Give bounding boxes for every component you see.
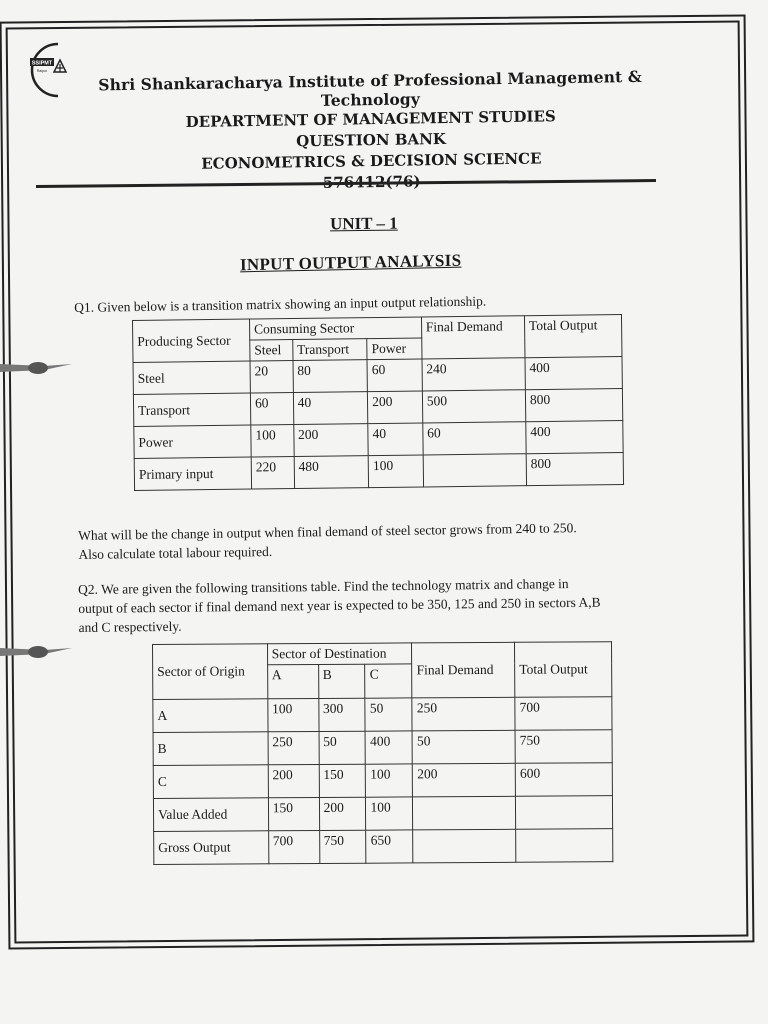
cell: 200 xyxy=(413,763,516,797)
row-label: Power xyxy=(134,425,251,458)
cell: 60 xyxy=(250,393,293,426)
cell: 400 xyxy=(525,357,622,390)
header-final-demand: Final Demand xyxy=(412,642,515,698)
cell xyxy=(516,796,613,830)
logo-subtext: Raipur xyxy=(36,69,48,73)
cell: 20 xyxy=(250,361,293,394)
row-label: Value Added xyxy=(153,798,268,832)
row-label: Steel xyxy=(133,361,250,394)
cell: 800 xyxy=(525,389,622,422)
cell: 60 xyxy=(423,422,527,455)
header-producing-sector: Producing Sector xyxy=(133,319,250,362)
table-header-row xyxy=(133,315,622,342)
cell: 700 xyxy=(268,830,319,863)
q2-line2: output of each sector if final demand next year is expected to be 350, 125 and 250 in sectors A,B xyxy=(78,594,601,616)
cell xyxy=(413,829,516,863)
header-b: B xyxy=(318,664,365,698)
department-name: DEPARTMENT OF MANAGEMENT STUDIES xyxy=(185,107,556,132)
cell xyxy=(423,454,527,487)
cell: 500 xyxy=(422,390,526,423)
cell: 600 xyxy=(515,763,612,797)
cell: 220 xyxy=(251,457,294,490)
cell: 150 xyxy=(268,797,319,830)
q1-question-line1: What will be the change in output when final demand of steel sector grows from 240 to 250. xyxy=(78,520,577,543)
header-sector-of-destination: Sector of Destination xyxy=(267,643,412,665)
cell: 400 xyxy=(526,421,623,454)
cell: 100 xyxy=(251,425,294,458)
cell: 100 xyxy=(366,764,413,797)
row-label: C xyxy=(153,765,268,799)
header-total-output: Total Output xyxy=(524,315,622,358)
cell: 100 xyxy=(268,698,319,731)
cell: 480 xyxy=(294,456,369,489)
table-row xyxy=(153,697,612,733)
binder-clip-icon xyxy=(0,356,72,378)
q1-intro: Q1. Given below is a transition matrix showing an input output relationship. xyxy=(74,293,487,315)
cell: 200 xyxy=(319,797,366,830)
cell: 50 xyxy=(412,730,515,764)
q1-transaction-table xyxy=(132,314,624,491)
q2-transaction-table xyxy=(152,641,613,865)
q2-line1: Q2. We are given the following transitions table. Find the technology matrix and change in xyxy=(78,576,569,597)
cell: 200 xyxy=(294,424,369,457)
table-row xyxy=(134,453,623,491)
cell: 40 xyxy=(368,423,423,456)
logo-text: SSIPMT xyxy=(31,60,53,67)
header-a: A xyxy=(267,664,318,698)
table-row xyxy=(154,829,613,865)
q1-question xyxy=(78,518,577,564)
cell: 80 xyxy=(293,360,368,393)
table-row xyxy=(153,763,612,799)
binder-clip-icon xyxy=(0,640,72,662)
cell: 50 xyxy=(319,731,366,764)
cell: 650 xyxy=(366,830,413,863)
header-total-output: Total Output xyxy=(515,642,612,698)
cell: 250 xyxy=(268,731,319,764)
row-label: A xyxy=(153,699,268,733)
header-transport: Transport xyxy=(292,339,367,361)
cell: 300 xyxy=(318,698,365,731)
cell: 150 xyxy=(319,764,366,797)
table-row xyxy=(153,730,612,766)
cell xyxy=(413,796,516,830)
institute-name: Shri Shankaracharya Institute of Professional Management & Technology xyxy=(98,66,643,110)
topic-title: INPUT OUTPUT ANALYSIS xyxy=(239,250,462,275)
unit-title: UNIT – 1 xyxy=(329,213,398,234)
cell: 100 xyxy=(368,455,423,488)
table-header-row xyxy=(153,642,612,666)
cell: 200 xyxy=(368,391,423,424)
subject-name: ECONOMETRICS & DECISION SCIENCE xyxy=(201,149,542,173)
table-row xyxy=(153,796,612,832)
cell: 100 xyxy=(366,797,413,830)
header-sector-of-origin: Sector of Origin xyxy=(153,644,268,700)
row-label: Transport xyxy=(133,393,250,426)
row-label: B xyxy=(153,732,268,766)
cell: 50 xyxy=(365,698,412,731)
header-final-demand: Final Demand xyxy=(421,316,525,359)
cell xyxy=(516,829,613,863)
row-label: Gross Output xyxy=(154,831,269,865)
cell: 700 xyxy=(515,697,612,731)
q2-intro xyxy=(78,574,601,637)
document-header xyxy=(60,66,682,198)
document-type: QUESTION BANK xyxy=(296,129,447,151)
q1-question-line2: Also calculate total labour required. xyxy=(78,543,273,562)
cell: 750 xyxy=(319,830,366,863)
cell: 800 xyxy=(526,453,623,486)
header-power: Power xyxy=(367,338,422,360)
header-c: C xyxy=(365,664,412,698)
cell: 60 xyxy=(367,359,422,392)
q2-line3: and C respectively. xyxy=(78,618,182,635)
cell: 40 xyxy=(293,392,368,425)
cell: 400 xyxy=(366,731,413,764)
cell: 750 xyxy=(515,730,612,764)
header-consuming-sector: Consuming Sector xyxy=(249,317,421,340)
row-label: Primary input xyxy=(134,457,251,490)
header-steel: Steel xyxy=(250,340,293,362)
cell: 200 xyxy=(268,764,319,797)
cell: 240 xyxy=(422,358,526,391)
cell: 250 xyxy=(412,697,515,731)
